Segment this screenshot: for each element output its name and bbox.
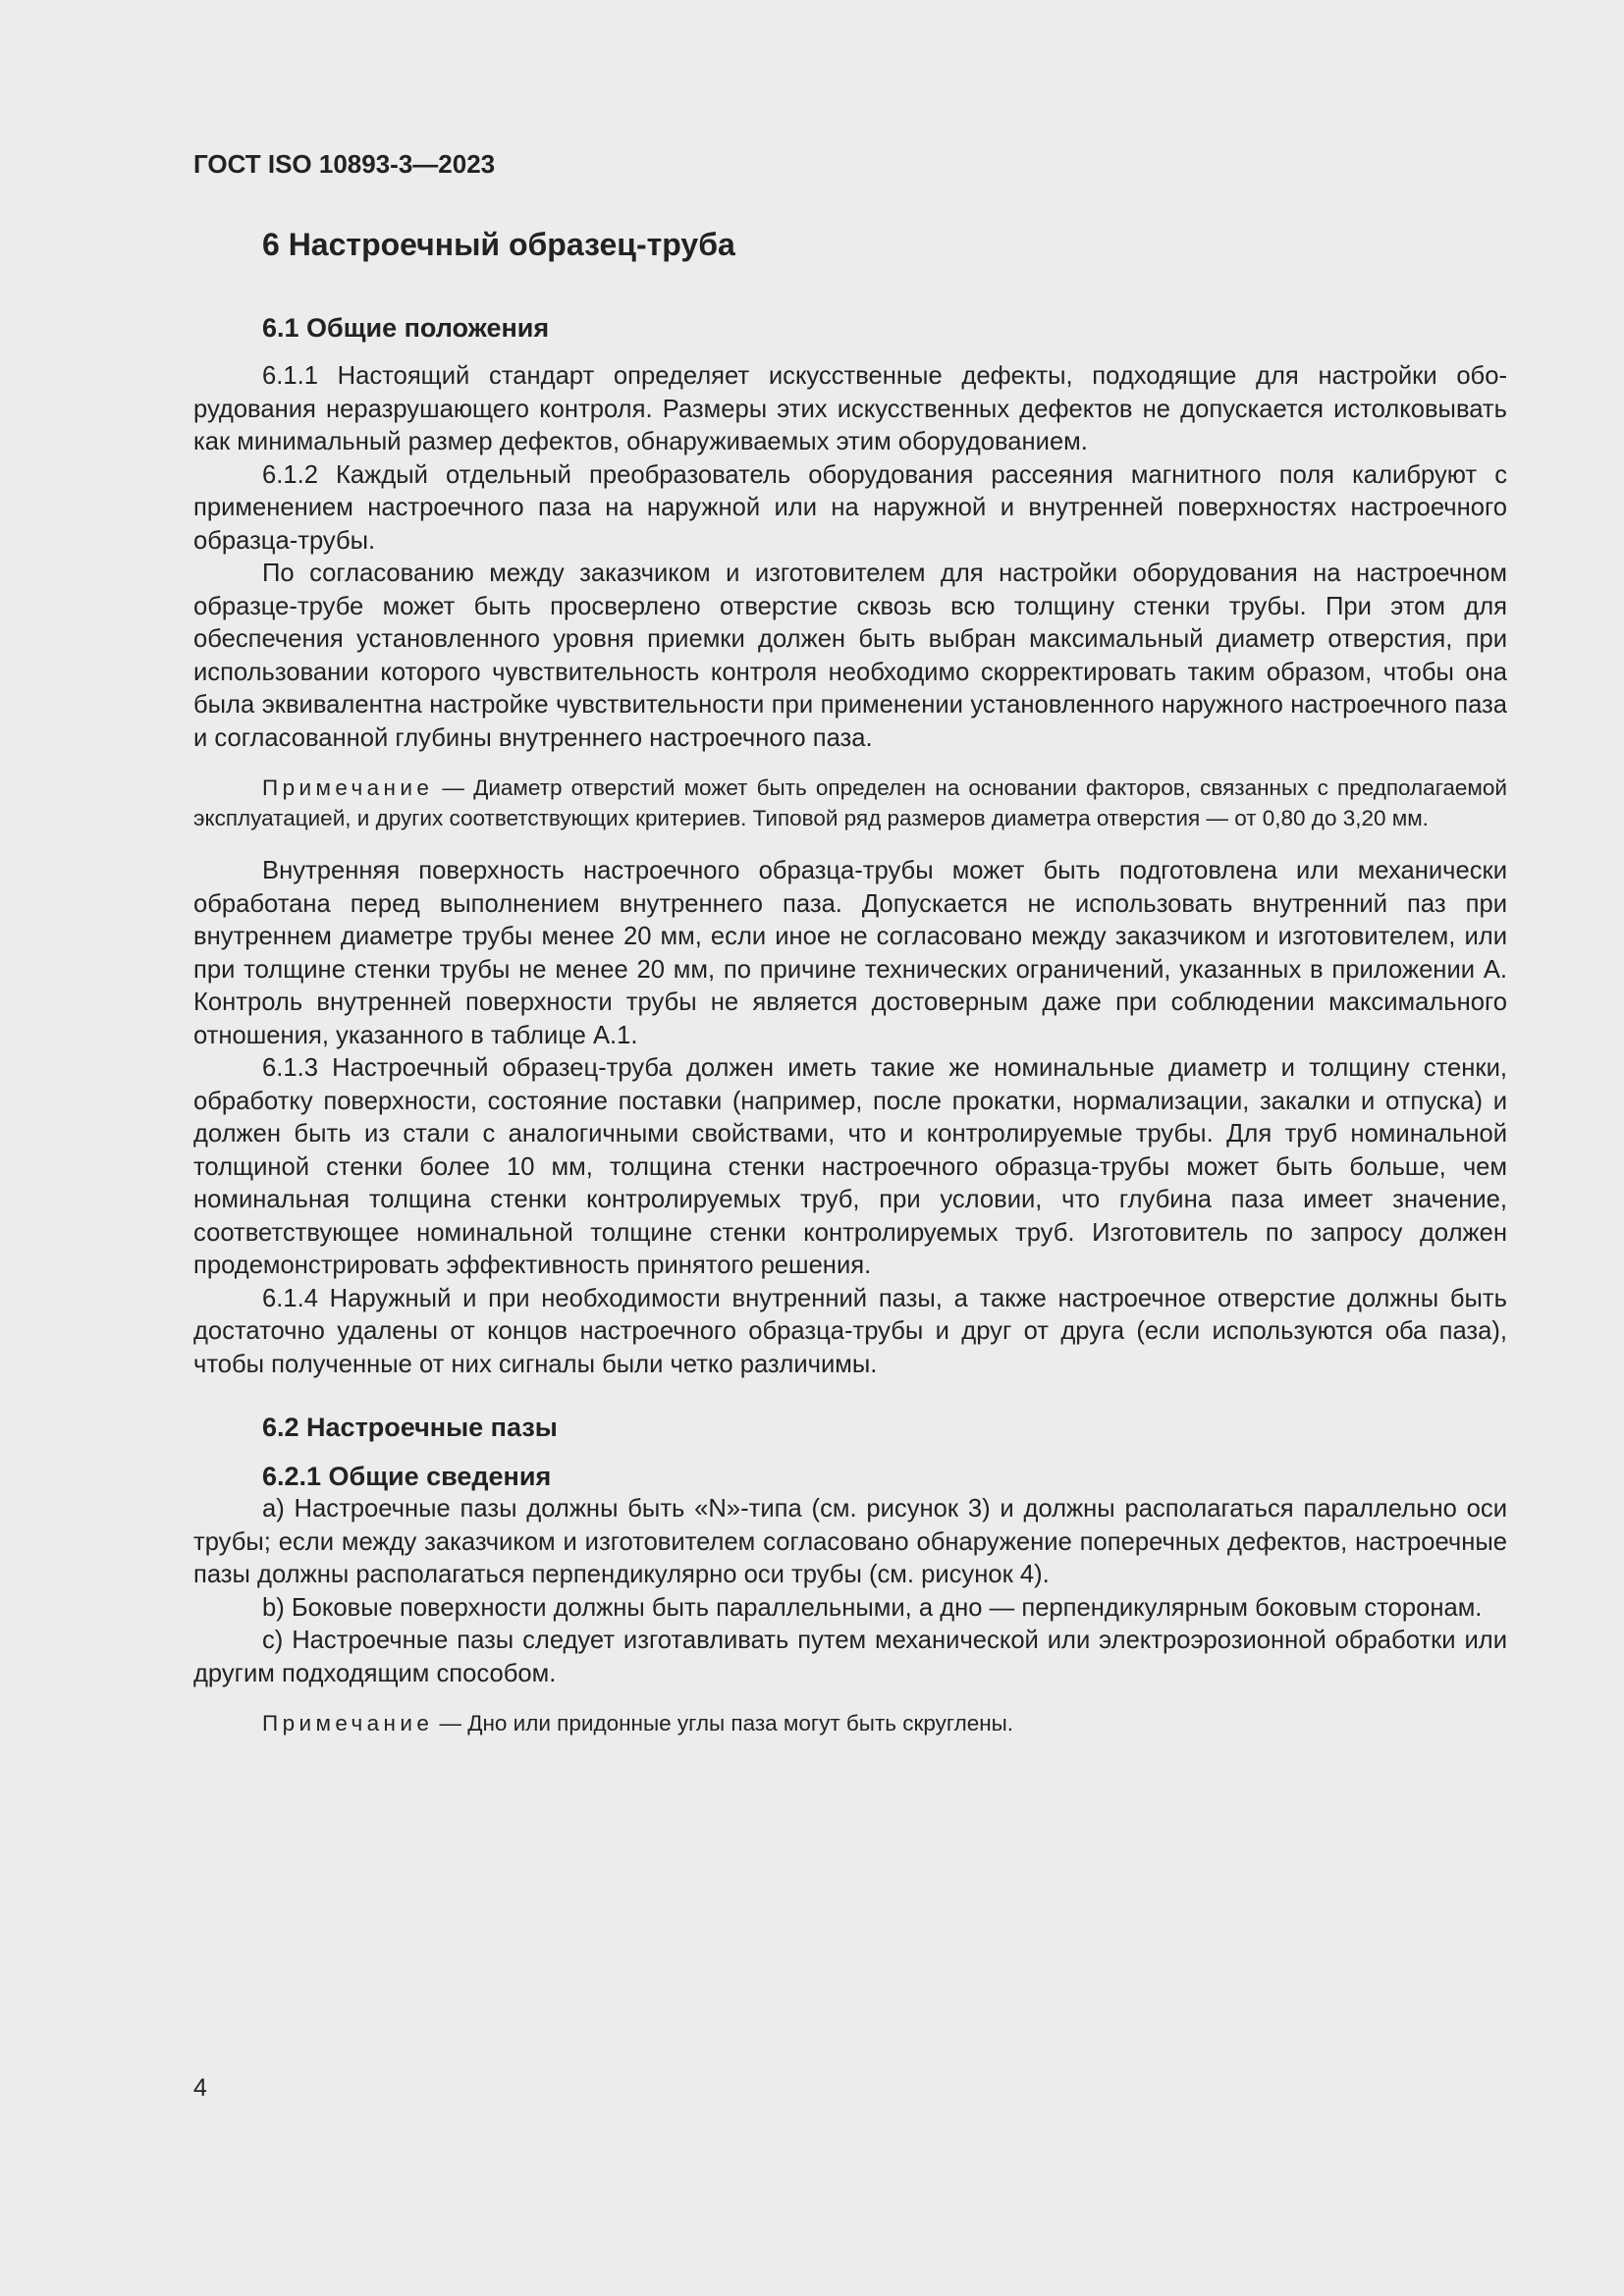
note-text: — Диаметр отверстий может быть определен на основании факторов, связанных с предполагаемой эксплуатацией, и других соответствующих критериев. Типовой ряд размеров диаметра отверстия — от 0,80 до 3,20 мм. (193, 775, 1507, 830)
section-6-1-title: 6.1 Общие положения (262, 313, 550, 343)
paragraph-6-1-1: 6.1.1 Настоящий стандарт определяет искусственные дефекты, подходящие для настройки оборудования неразрушающего контроля. Размеры этих искусственных дефектов не допускается истолковывать как минимальный размер дефектов, обнаруживаемых этим оборудованием. (193, 362, 1507, 455)
page-number: 4 (193, 2074, 207, 2102)
note-label: Примечание (262, 775, 434, 800)
paragraph-item-b: b) Боковые поверхности должны быть параллельными, а дно — перпендикулярным боковым сторонам. (262, 1593, 1483, 1622)
paragraph-6-1-3: 6.1.3 Настроечный образец-труба должен иметь такие же номинальные диаметр и толщину стенки, обработку поверхности, состояние поставки (например, после прокатки, нормализации, закалки и отпуска) и должен быть из стали с аналогичными свойствами, что и контролируемые трубы. Для труб номинальной толщиной стенки более 10 мм, толщина стенки настроечного образца-трубы может быть больше, чем номинальная толщина стенки контролируемых труб, при условии, что глубина паза имеет значение, соответствующее номинальной толщине стенки контролируемых труб. Изготовитель по запросу должен продемонстрировать эффективность принятого решения. (193, 1054, 1507, 1279)
section-6-2-title: 6.2 Настроечные пазы (262, 1413, 558, 1442)
section-6-2-1-title: 6.2.1 Общие сведения (262, 1462, 552, 1491)
paragraph-6-1-2-agreement: По согласованию между заказчиком и изготовителем для настройки оборудования на настроечном образце-трубе может быть просверлено отверстие сквозь всю толщину стенки трубы. При этом для обеспечения установленного уровня приемки должен быть выбран максимальный диаметр отверстия, при использовании которого чувствительность контроля необходимо скорректировать таким образом, чтобы она была эквивалентна настройке чувствительности при применении установленного наружного настроечного паза и согласованной глубины внутреннего настроечного паза. (193, 560, 1507, 752)
note-label: Примечание (262, 1711, 434, 1735)
paragraph-6-1-4: 6.1.4 Наружный и при необходимости внутренний пазы, а также настроечное отверстие должны быть достаточно удалены от концов настроечного образца-трубы и друг от друга (если используются оба паза), чтобы полученные от них сигналы были четко различимы. (193, 1284, 1507, 1378)
paragraph-item-c: c) Настроечные пазы следует изготавливать путем механической или электроэрозионной обработки или другим подходящим способом. (193, 1627, 1507, 1687)
paragraph-item-a: а) Настроечные пазы должны быть «N»-типа (см. рисунок 3) и должны располагаться параллельно оси трубы; если между заказчиком и изготовителем согласовано обнаружение поперечных дефектов, настроечные пазы должны располагаться перпендикулярно оси трубы (см. рисунок 4). (193, 1495, 1507, 1588)
page-content (193, 224, 1507, 1760)
note-hole-diameter (193, 773, 1507, 833)
paragraph-6-1-2: 6.1.2 Каждый отдельный преобразователь оборудования рассеяния магнитного поля калибруют с применением настроечного паза на наружной или на наружной и внутренней поверхностях настроечного образца-трубы. (193, 460, 1507, 555)
section-6-title: 6 Настроечный образец-труба (262, 227, 735, 262)
document-id: ГОСТ ISO 10893-3—2023 (193, 149, 496, 179)
paragraph-inner-surface: Внутренняя поверхность настроечного образца-трубы может быть подготовлена или механически обработана перед выполнением внутреннего паза. Допускается не использовать внутренний паз при внутреннем диаметре трубы менее 20 мм, если иное не согласовано между заказчиком и изготовителем, или при толщине стенки трубы не менее 20 мм, по причине технических ограничений, указанных в приложении А. Контроль внутренней поверхности трубы не является достоверным даже при соблюдении максимального отношения, указанного в таблице А.1. (193, 857, 1507, 1049)
note-text: — Дно или придонные углы паза могут быть скруглены. (433, 1711, 1014, 1735)
note-notch-corners (193, 1708, 1507, 1738)
